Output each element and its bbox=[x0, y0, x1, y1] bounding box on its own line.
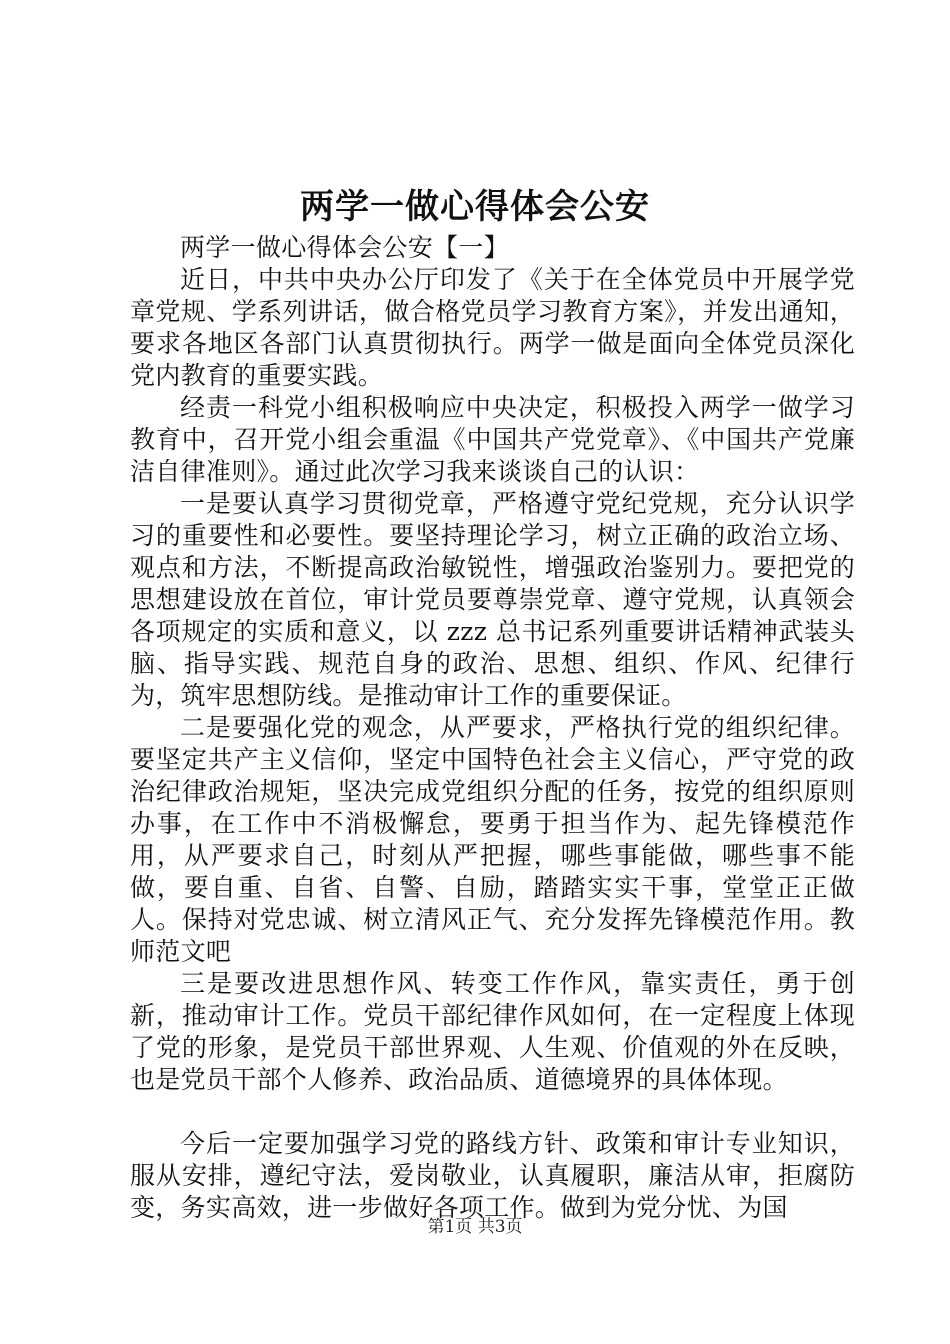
paragraph-intro: 近日，中共中央办公厅印发了《关于在全体党员中开展学党章党规、学系列讲话，做合格党员学习教育方案》，并发出通知，要求各地区各部门认真贯彻执行。两学一做是面向全体党员深化党内教育的重要实践。 bbox=[130, 265, 855, 390]
document-body bbox=[130, 232, 855, 1224]
document-title: 两学一做心得体会公安 bbox=[300, 187, 650, 227]
paragraph-spacer bbox=[130, 1096, 855, 1128]
section-heading: 两学一做心得体会公安【一】 bbox=[180, 233, 509, 262]
paragraph-point-one: 一是要认真学习贯彻党章，严格遵守党纪党规，充分认识学习的重要性和必要性。要坚持理论学习，树立正确的政治立场、观点和方法，不断提高政治敏锐性，增强政治鉴别力。要把党的思想建设放在首位，审计党员要尊崇党章、遵守党规，认真领会各项规定的实质和意义，以 zzz 总书记系列重要讲话精神武装头脑、指导实践、规范自身的政治、思想、组织、作风、纪律行为，筑牢思想防线。是推动审计工作的重要保证。 bbox=[130, 489, 855, 710]
paragraph-point-two: 二是要强化党的观念，从严要求，严格执行党的组织纪律。要坚定共产主义信仰，坚定中国特色社会主义信心，严守党的政治纪律政治规矩，坚决完成党组织分配的任务，按党的组织原则办事，在工作中不消极懈怠，要勇于担当作为、起先锋模范作用，从严要求自己，时刻从严把握，哪些事能做，哪些事不能做，要自重、自省、自警、自励，踏踏实实干事，堂堂正正做人。保持对党忠诚、树立清风正气、充分发挥先锋模范作用。教师范文吧 bbox=[130, 713, 855, 966]
paragraph-conclusion: 今后一定要加强学习党的路线方针、政策和审计专业知识，服从安排，遵纪守法，爱岗敬业，认真履职，廉洁从审，拒腐防变，务实高效，进一步做好各项工作。做到为党分忧、为国 bbox=[130, 1129, 855, 1222]
paragraph-point-three: 三是要改进思想作风、转变工作作风，靠实责任，勇于创新，推动审计工作。党员干部纪律作风如何，在一定程度上体现了党的形象，是党员干部世界观、人生观、价值观的外在反映，也是党员干部个人修养、政治品质、道德境界的具体体现。 bbox=[130, 969, 855, 1094]
page-number-footer: 第1页 共3页 bbox=[427, 1217, 523, 1237]
paragraph-party-group: 经责一科党小组积极响应中央决定，积极投入两学一做学习教育中，召开党小组会重温《中国共产党党章》、《中国共产党廉洁自律准则》。通过此次学习我来谈谈自己的认识： bbox=[130, 393, 855, 486]
